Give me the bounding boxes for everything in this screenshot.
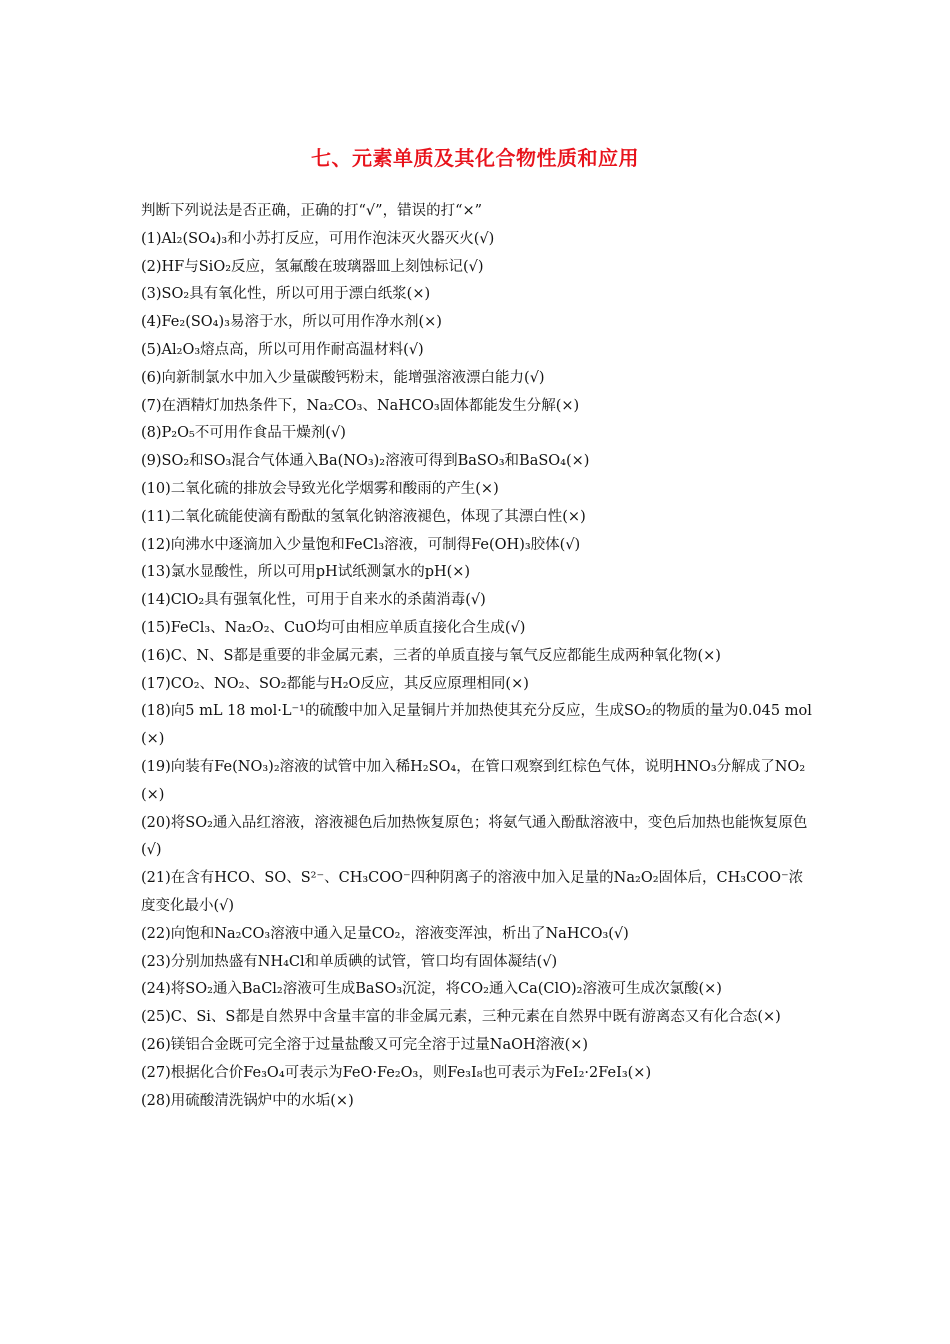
list-item: (5)Al₂O₃熔点高，所以可用作耐高温材料(√) xyxy=(141,341,424,358)
intro-text: 判断下列说法是否正确，正确的打“√”，错误的打“×” xyxy=(141,203,483,219)
document-title: 七、元素单质及其化合物性质和应用 xyxy=(311,146,639,170)
list-item: (21)在含有HCO、SO、S²⁻、CH₃COO⁻四种阴离子的溶液中加入足量的Na₂O₂固体后，CH₃COO⁻浓度变化最小(√) xyxy=(141,870,804,914)
list-item: (8)P₂O₅不可用作食品干燥剂(√) xyxy=(141,425,346,442)
list-item: (14)ClO₂具有强氧化性，可用于自来水的杀菌消毒(√) xyxy=(141,592,486,609)
list-item: (2)HF与SiO₂反应，氢氟酸在玻璃器皿上刻蚀标记(√) xyxy=(141,258,484,275)
list-item: (10)二氧化硫的排放会导致光化学烟雾和酸雨的产生(×) xyxy=(141,480,499,497)
list-item: (12)向沸水中逐滴加入少量饱和FeCl₃溶液，可制得Fe(OH)₃胶体(√) xyxy=(141,536,581,553)
list-item: (7)在酒精灯加热条件下，Na₂CO₃、NaHCO₃固体都能发生分解(×) xyxy=(141,397,580,414)
list-item: (27)根据化合价Fe₃O₄可表示为FeO·Fe₂O₃，则Fe₃I₈也可表示为FeI₂·2FeI₃(×) xyxy=(141,1064,652,1081)
list-item: (16)C、N、S都是重要的非金属元素，三者的单质直接与氧气反应都能生成两种氧化物(×) xyxy=(141,647,721,664)
list-item: (28)用硫酸清洗锅炉中的水垢(×) xyxy=(141,1092,354,1109)
list-item: (9)SO₂和SO₃混合气体通入Ba(NO₃)₂溶液可得到BaSO₃和BaSO₄(×) xyxy=(141,453,590,470)
list-item: (6)向新制氯水中加入少量碳酸钙粉末，能增强溶液漂白能力(√) xyxy=(141,369,545,386)
list-item: (15)FeCl₃、Na₂O₂、CuO均可由相应单质直接化合生成(√) xyxy=(141,619,526,636)
list-item: (22)向饱和Na₂CO₃溶液中通入足量CO₂，溶液变浑浊，析出了NaHCO₃(√) xyxy=(141,925,629,942)
list-item: (19)向装有Fe(NO₃)₂溶液的试管中加入稀H₂SO₄，在管口观察到红棕色气体，说明HNO₃分解成了NO₂(×) xyxy=(141,758,806,803)
list-item: (11)二氧化硫能使滴有酚酞的氢氧化钠溶液褪色，体现了其漂白性(×) xyxy=(141,508,586,525)
list-item: (3)SO₂具有氧化性，所以可用于漂白纸浆(×) xyxy=(141,286,431,303)
list-item: (1)Al₂(SO₄)₃和小苏打反应，可用作泡沫灭火器灭火(√) xyxy=(141,230,495,247)
list-item: (17)CO₂、NO₂、SO₂都能与H₂O反应，其反应原理相同(×) xyxy=(141,675,529,692)
list-item: (26)镁铝合金既可完全溶于过量盐酸又可完全溶于过量NaOH溶液(×) xyxy=(141,1036,589,1053)
list-item: (23)分别加热盛有NH₄Cl和单质碘的试管，管口均有固体凝结(√) xyxy=(141,953,558,970)
list-item: (24)将SO₂通入BaCl₂溶液可生成BaSO₃沉淀，将CO₂通入Ca(ClO)₂溶液可生成次氯酸(×) xyxy=(141,981,722,998)
list-item: (13)氯水显酸性，所以可用pH试纸测氯水的pH(×) xyxy=(141,564,471,581)
list-item: (25)C、Si、S都是自然界中含量丰富的非金属元素，三种元素在自然界中既有游离态又有化合态(×) xyxy=(141,1009,781,1026)
document-body xyxy=(141,198,813,1115)
list-item: (18)向5 mL 18 mol·L⁻¹的硫酸中加入足量铜片并加热使其充分反应，生成SO₂的物质的量为0.045 mol(×) xyxy=(141,703,812,748)
list-item: (20)将SO₂通入品红溶液，溶液褪色后加热恢复原色；将氨气通入酚酞溶液中，变色后加热也能恢复原色(√) xyxy=(141,814,808,859)
list-item: (4)Fe₂(SO₄)₃易溶于水，所以可用作净水剂(×) xyxy=(141,314,442,331)
